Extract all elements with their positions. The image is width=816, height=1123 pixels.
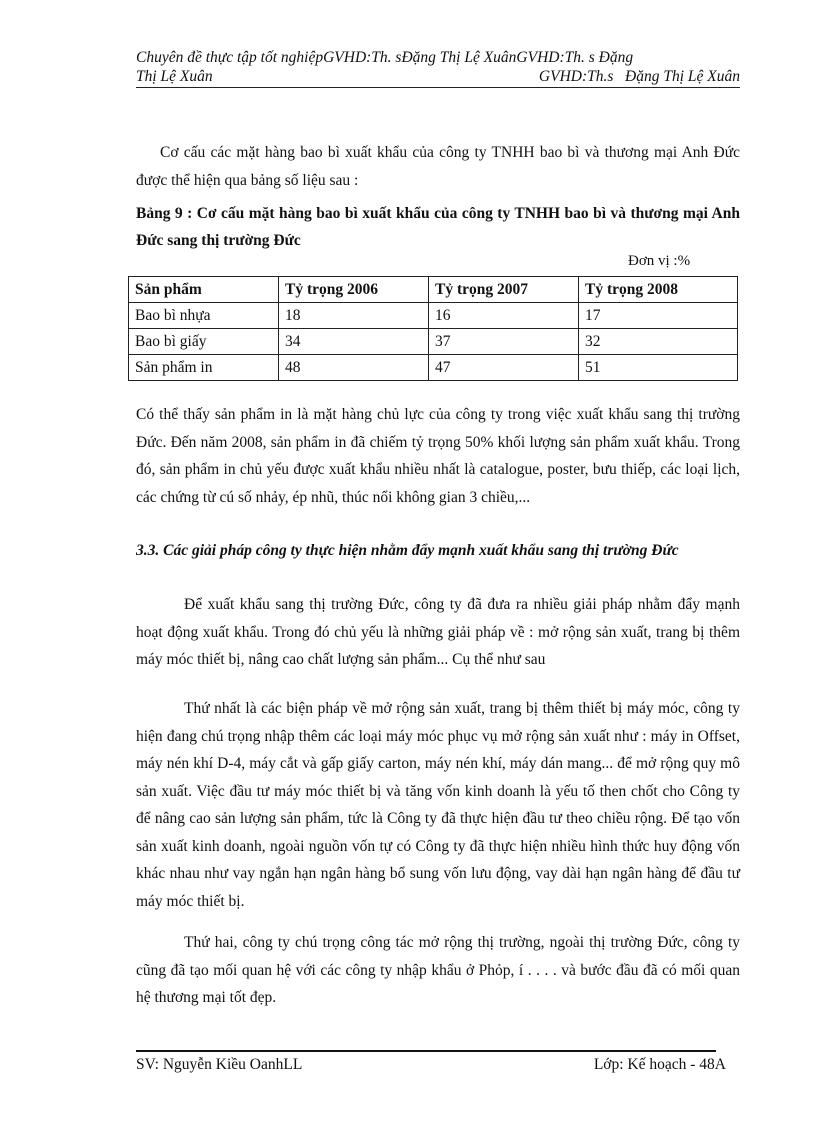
table-header-row [129,277,738,303]
footer-divider [136,1050,716,1052]
table-cell: 51 [579,355,738,381]
solutions-paragraph: Để xuất khẩu sang thị trường Đức, công ty đã đưa ra nhiều giải pháp nhằm đẩy mạnh hoạt động xuất khẩu. Trong đó chủ yếu là những giải pháp về : mở rộng sản xuất, trang bị thêm máy móc thiết bị, nâng cao chất lượng sản phẩm... Cụ thể như sau [136,596,740,668]
table-cell: 47 [429,355,579,381]
table-row [129,355,738,381]
header-2006: Tỷ trọng 2006 [279,277,429,303]
section-heading: 3.3. Các giải pháp công ty thực hiện nhằm đẩy mạnh xuất khẩu sang thị trường Đức [136,542,679,559]
table-row [129,329,738,355]
footer-student: SV: Nguyễn Kiều OanhLL [136,1056,303,1073]
page-header [136,48,740,88]
export-structure-table [128,276,738,381]
header-line-2-left: Thị Lệ Xuân [136,68,213,85]
second-solution-paragraph: Thứ hai, công ty chú trọng công tác mở rộng thị trường, ngoài thị trường Đức, công ty cũng đã tạo mối quan hệ với các công ty nhập khẩu ở Phỏp, í . . . . và bước đầu đã có mối quan hệ thương mại tốt đẹp. [136,934,740,1006]
header-line-2-right: GVHD:Th.s Đặng Thị Lệ Xuân [538,68,740,85]
header-line-2 [136,67,740,88]
table-cell: 32 [579,329,738,355]
table-cell: Bao bì nhựa [129,303,279,329]
table-cell: Bao bì giấy [129,329,279,355]
header-2008: Tỷ trọng 2008 [579,277,738,303]
table-caption: Bảng 9 : Cơ cấu mặt hàng bao bì xuất khẩu của công ty TNHH bao bì và thương mại Anh Đức sang thị trường Đức [136,205,740,249]
header-2007: Tỷ trọng 2007 [429,277,579,303]
analysis-paragraph: Có thể thấy sản phẩm in là mặt hàng chủ lực của công ty trong việc xuất khẩu sang thị trường Đức. Đến năm 2008, sản phẩm in đã chiếm tỷ trọng 50% khối lượng sản phẩm xuất khẩu. Trong đó, sản phẩm in chủ yếu được xuất khẩu nhiều nhất là catalogue, poster, bưu thiếp, các loại lịch, các chứng từ cú số nhảy, ép nhũ, thúc nổi không gian 3 chiều,... [136,406,740,506]
page-footer [136,1056,726,1074]
footer-class: Lớp: Kế hoạch - 48A [593,1056,726,1073]
table-cell: 16 [429,303,579,329]
intro-paragraph: Cơ cấu các mặt hàng bao bì xuất khẩu của công ty TNHH bao bì và thương mại Anh Đức được thể hiện qua bảng số liệu sau : [136,144,740,189]
table-cell: 17 [579,303,738,329]
header-line-1: Chuyên đề thực tập tốt nghiệpGVHD:Th. sĐặng Thị Lệ XuânGVHD:Th. s Đặng [136,49,634,66]
table-row [129,303,738,329]
header-product: Sản phẩm [129,277,279,303]
unit-label: Đơn vị :% [628,253,691,269]
table-cell: 18 [279,303,429,329]
table-cell: Sản phẩm in [129,355,279,381]
table-cell: 48 [279,355,429,381]
first-solution-paragraph: Thứ nhất là các biện pháp về mở rộng sản xuất, trang bị thêm thiết bị máy móc, công ty hiện đang chú trọng nhập thêm các loại máy móc phục vụ mở rộng sản xuất như : máy in Offset, máy nén khí D-4, máy cắt và gấp giấy carton, máy nén khí, máy dán mang... để mở rộng quy mô sản xuất. Việc đầu tư máy móc thiết bị và tăng vốn kinh doanh là yếu tố then chốt cho Công ty để nâng cao sản lượng sản phẩm, tức là Công ty đã thực hiện đầu tư theo chiều rộng. Để tạo vốn sản xuất kinh doanh, ngoài nguồn vốn tự có Công ty đã thực hiện nhiều hình thức huy động vốn khác nhau như vay ngắn hạn ngân hàng bổ sung vốn lưu động, vay dài hạn ngân hàng để đầu tư máy móc thiết bị. [136,700,740,910]
table-cell: 37 [429,329,579,355]
table-cell: 34 [279,329,429,355]
